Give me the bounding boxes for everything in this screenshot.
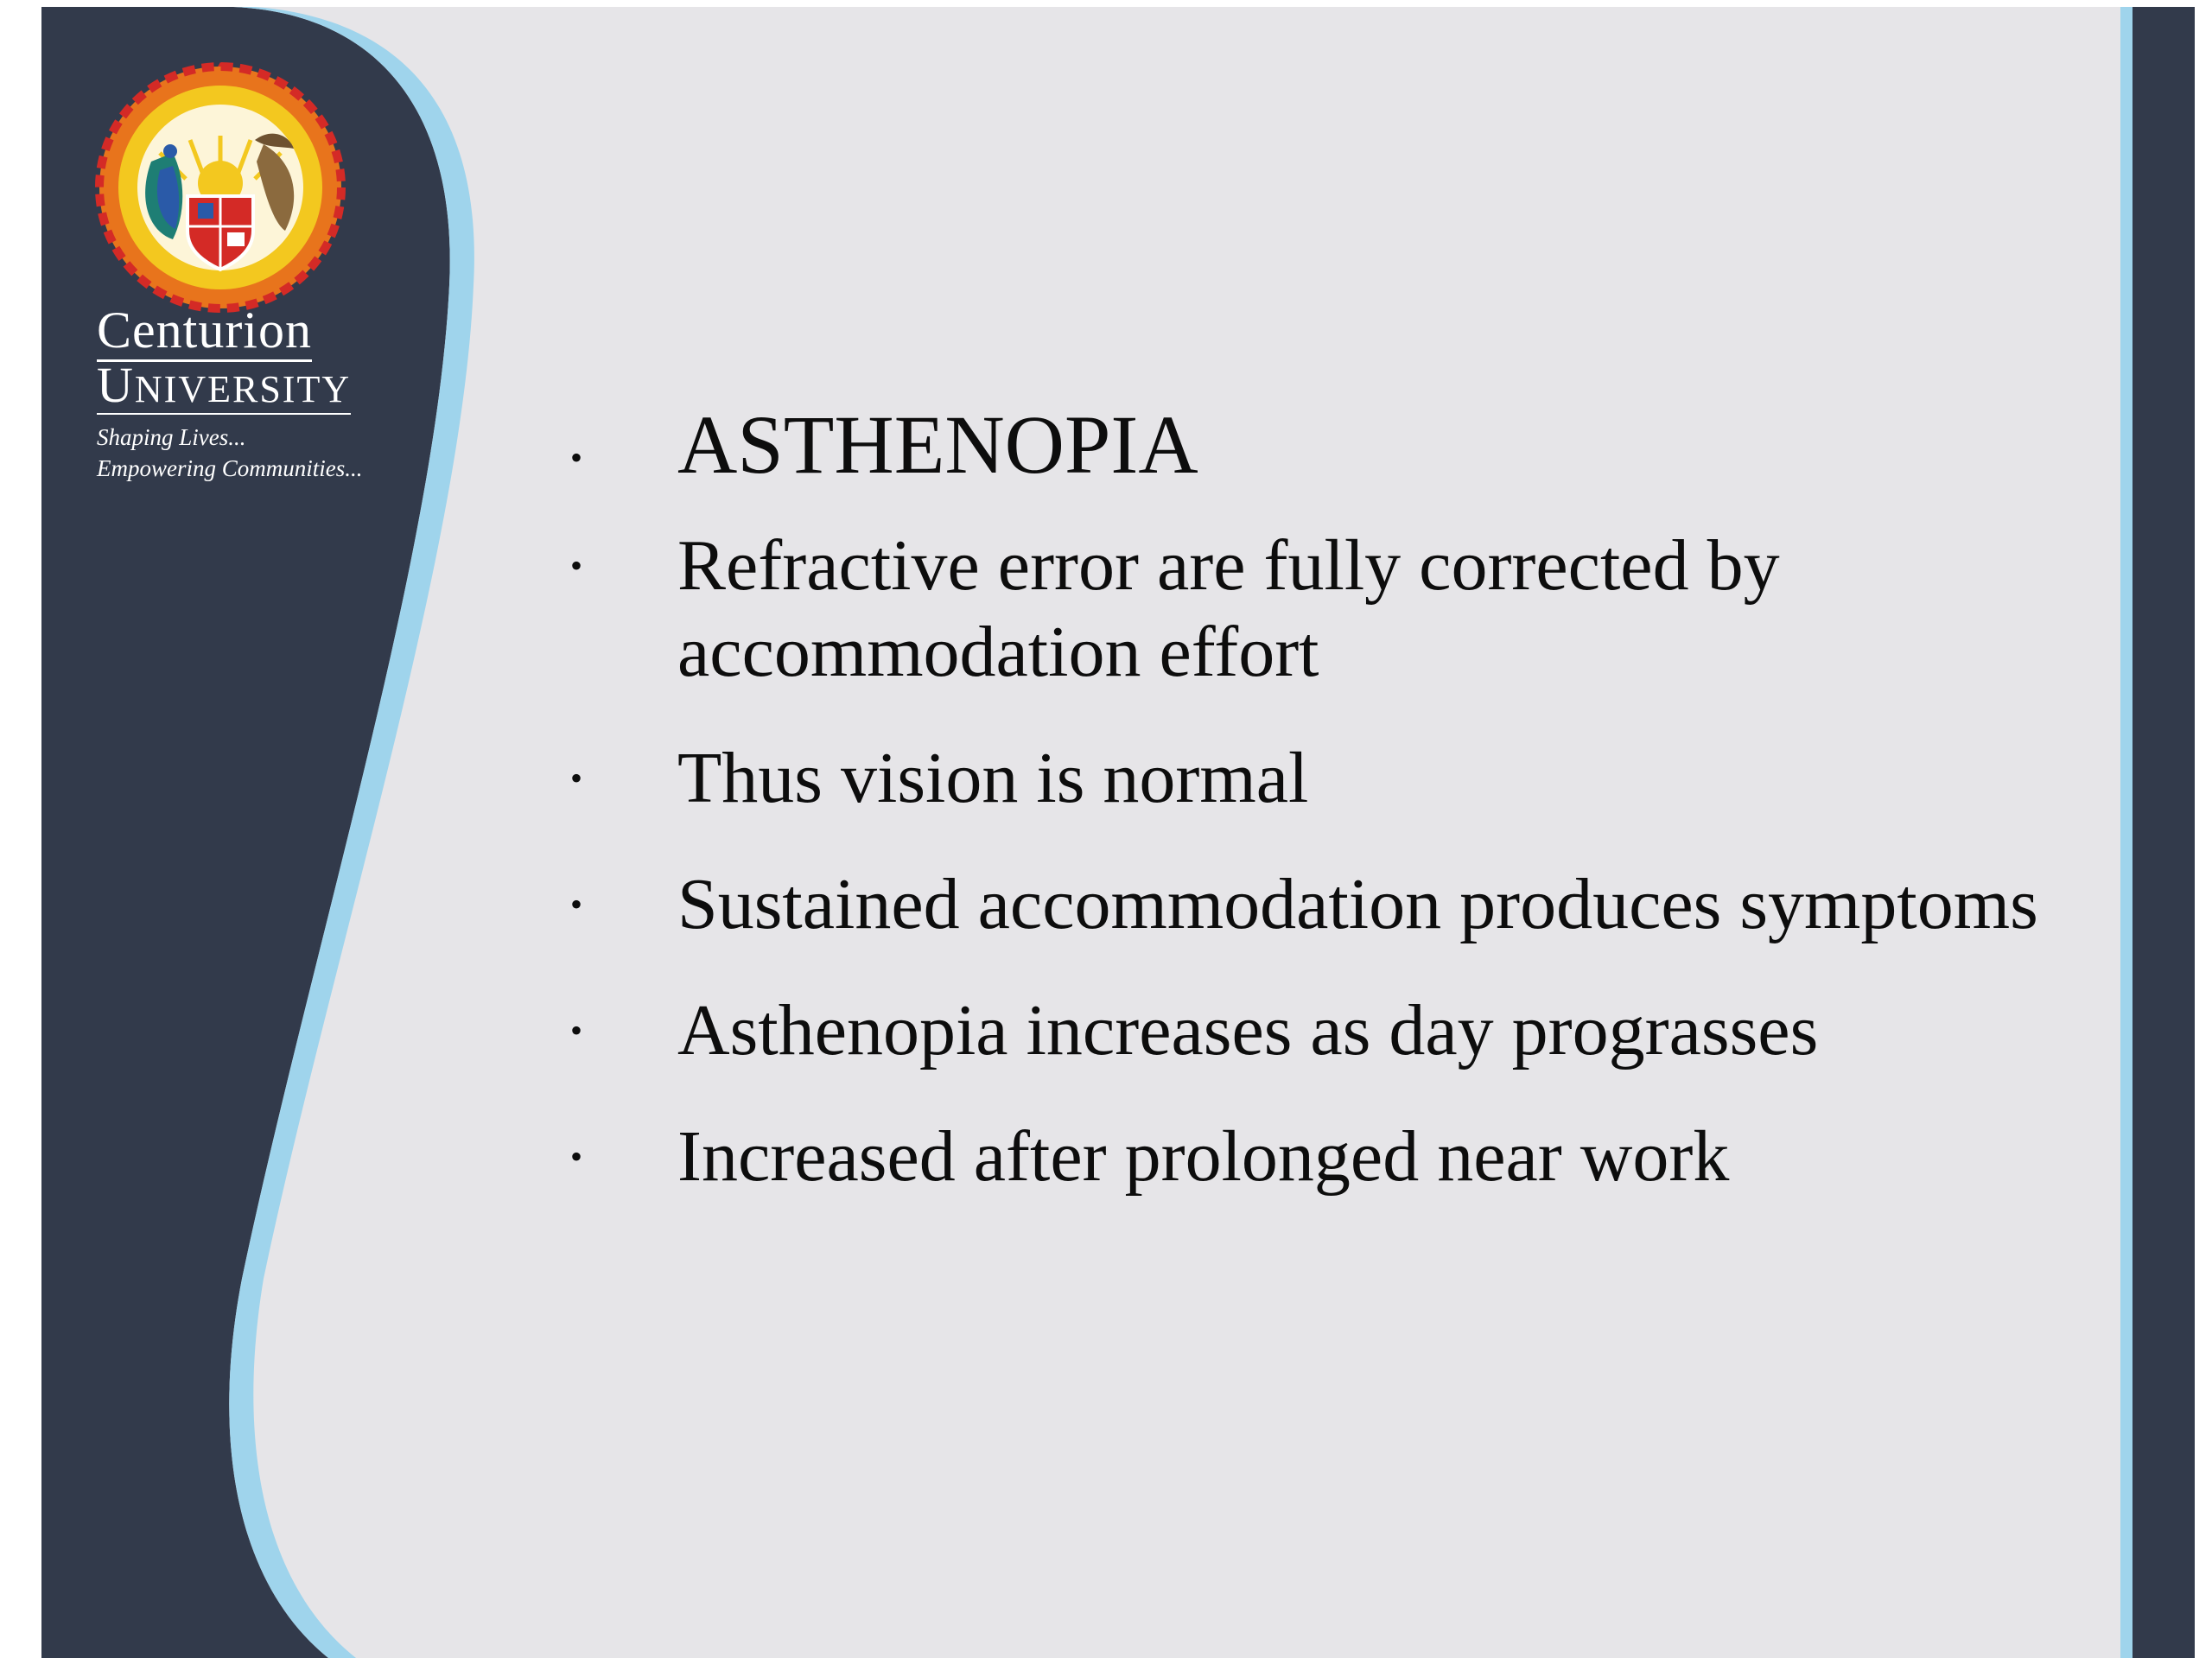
bullet-text: Sustained accommodation produces symptoms [677,864,2038,944]
bullet-dot: • [570,759,583,797]
bullet-item [570,861,2039,948]
bullet-text: Asthenopia increases as day prograsses [677,990,1819,1070]
bullet-text: Thus vision is normal [677,738,1309,818]
bullet-text: Refractive error are fully corrected by accommodation effort [677,525,1780,692]
bullet-dot: • [570,885,583,924]
bullet-dot: • [570,546,583,585]
bullet-item [570,1114,2039,1200]
slide-title: ASTHENOPIA [677,398,1198,491]
right-blue-stripe [2120,7,2133,1658]
bullet-text: Increased after prolonged near work [677,1116,1730,1197]
right-navy-stripe [2133,7,2195,1658]
bullet-dot: • [570,1011,583,1050]
university-logo [95,62,346,313]
brand-university: UNIVERSITY [97,357,352,413]
slide-content [570,393,2039,1240]
slide-title-bullet [570,393,2039,497]
bullet-item [570,523,2039,696]
brand-name: Centurion [97,304,312,362]
bullet-dot: • [570,438,583,477]
bullet-dot: • [570,1137,583,1176]
brand-tagline [97,422,363,484]
brand-block [97,304,363,484]
tagline-line-2: Empowering Communities... [97,455,363,481]
bullet-item [570,988,2039,1074]
bullet-item [570,735,2039,822]
tagline-line-1: Shaping Lives... [97,424,246,450]
